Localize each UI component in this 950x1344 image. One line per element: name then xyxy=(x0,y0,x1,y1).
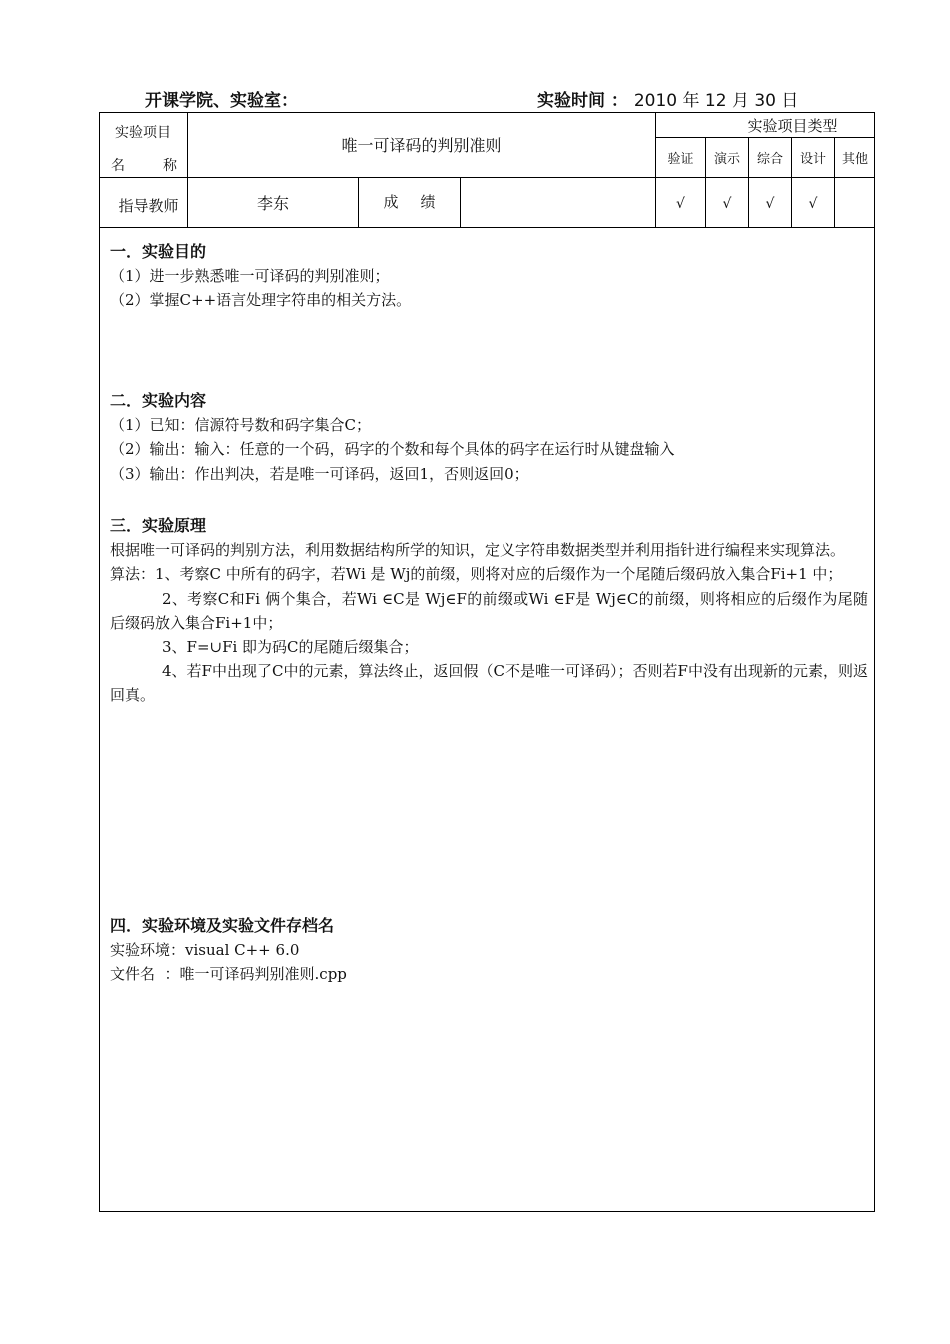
type-verify: 验证 xyxy=(667,152,694,167)
teacher-name: 李东 xyxy=(256,194,289,213)
row2-divider xyxy=(99,227,875,228)
content-item-3: （3）输出：作出判决，若是唯一可译码，返回1，否则返回0； xyxy=(110,464,529,483)
section-principle xyxy=(110,514,868,708)
project-name: 唯一可译码的判别准则 xyxy=(341,136,502,155)
check-verify: √ xyxy=(676,195,685,212)
experiment-time xyxy=(537,86,798,111)
grade-label xyxy=(359,178,460,224)
section-3-title: 三．实验原理 xyxy=(110,516,207,535)
type-other: 其他 xyxy=(841,152,868,167)
algorithm-step-4: 4、若F中出现了C中的元素，算法终止，返回假（C不是唯一可译码）；否则若F中没有出现新的元素，则返回真。 xyxy=(110,662,868,705)
check-design: √ xyxy=(808,195,818,212)
algorithm-step-2: 2、考察C和Fi 俩个集合，若Wi ∈C是 Wj∈F的前缀或Wi ∈F是 Wj∈C的前缀，则将相应的后缀作为尾随后缀码放入集合Fi+1中； xyxy=(110,589,868,632)
check-other xyxy=(835,180,875,227)
grade-label-ji: 绩 xyxy=(420,192,436,211)
type-demo: 演示 xyxy=(713,152,740,167)
algorithm-step-3: 3、F=∪Fi 即为码C的尾随后缀集合； xyxy=(162,638,419,657)
teacher-label: 指导教师 xyxy=(118,196,179,215)
section-4-title: 四．实验环境及实验文件存档名 xyxy=(110,916,335,935)
grade-label-cheng: 成 xyxy=(383,192,399,211)
time-value: 2010 年 12 月 30 日 xyxy=(633,91,799,111)
file-name-line: 文件名 ：唯一可译码判别准则.cpp xyxy=(110,965,347,984)
project-label-line1: 实验项目 xyxy=(115,125,171,141)
project-label-ming: 名 xyxy=(111,158,125,174)
project-label-line2 xyxy=(99,155,187,175)
section-2-title: 二．实验内容 xyxy=(110,391,207,410)
environment-line: 实验环境：visual C++ 6.0 xyxy=(110,941,300,960)
institute-label: 开课学院、实验室： xyxy=(145,91,298,111)
time-label: 实验时间 ： xyxy=(537,91,628,111)
project-label-cheng: 称 xyxy=(163,158,177,174)
check-comprehensive: √ xyxy=(765,195,775,212)
principle-intro: 根据唯一可译码的判别方法，利用数据结构所学的知识，定义字符串数据类型并利用指针进行编程来实现算法。 xyxy=(110,541,846,560)
grade-value xyxy=(461,178,655,227)
section-1-title: 一．实验目的 xyxy=(110,242,207,261)
section-environment xyxy=(110,914,868,987)
objective-item-2: （2）掌握C++语言处理字符串的相关方法。 xyxy=(110,291,412,310)
type-header: 实验项目类型 xyxy=(747,116,838,135)
objective-item-1: （1）进一步熟悉唯一可译码的判别准则； xyxy=(110,267,390,286)
type-design: 设计 xyxy=(799,152,826,167)
content-item-1: （1）已知：信源符号数和码字集合C； xyxy=(110,416,372,435)
section-content xyxy=(110,389,868,486)
section-objective xyxy=(110,240,868,313)
algorithm-step-1: 算法：1、考察C 中所有的码字，若Wi 是 Wj的前缀，则将对应的后缀作为一个尾随后缀码放入集合Fi+1 中； xyxy=(110,565,843,584)
content-item-2: （2）输出：输入：任意的一个码，码字的个数和每个具体的码字在运行时从键盘输入 xyxy=(110,440,675,459)
check-demo: √ xyxy=(722,195,732,212)
type-comprehensive: 综合 xyxy=(756,152,783,167)
